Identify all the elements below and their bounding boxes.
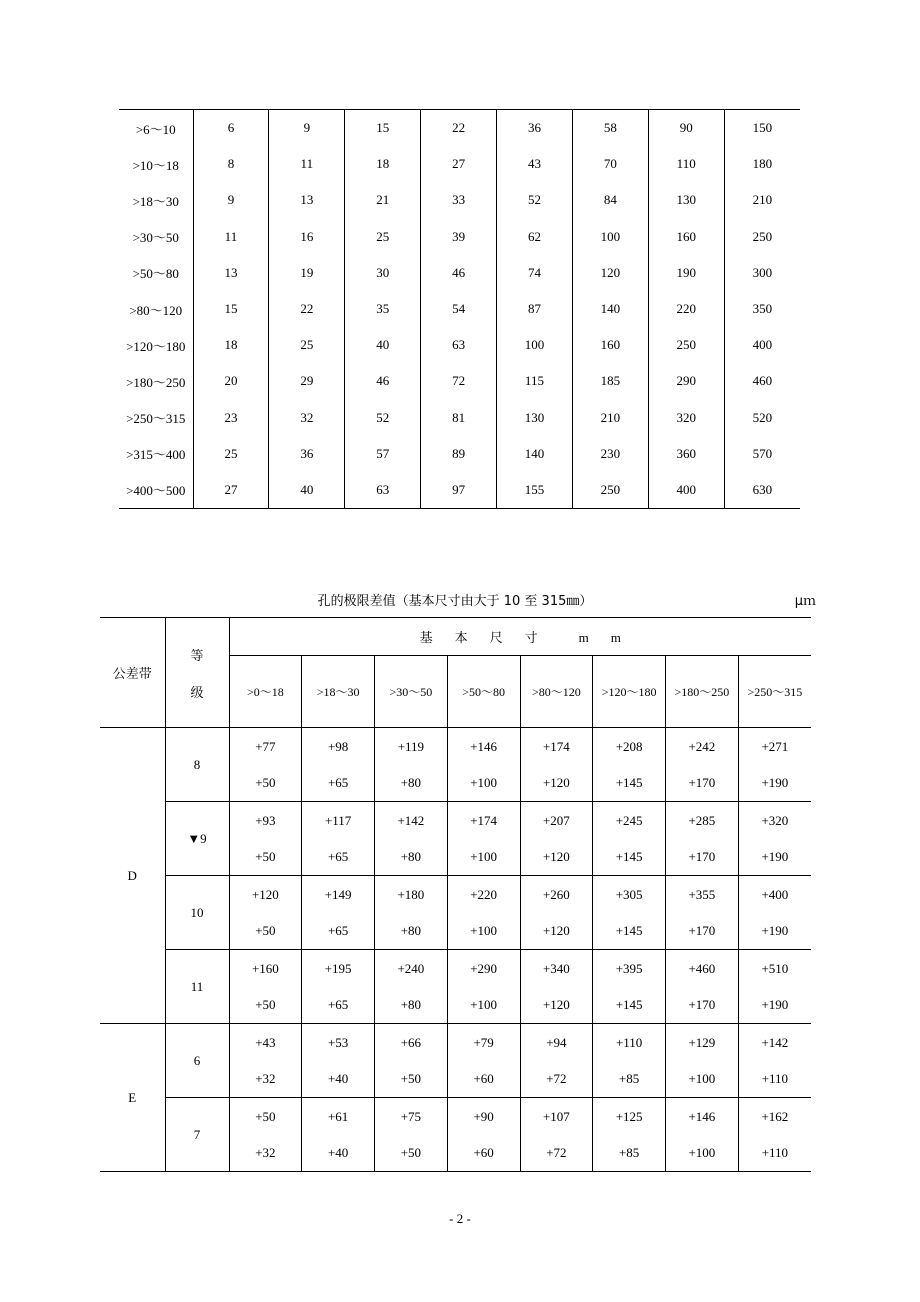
upper-deviation-cell: +120	[229, 876, 302, 914]
lower-deviation-cell: +85	[593, 1061, 666, 1098]
tolerance-value-cell: 460	[724, 363, 800, 399]
tolerance-value-cell: 400	[724, 327, 800, 363]
upper-deviation-cell: +340	[520, 950, 593, 988]
tolerance-value-cell: 520	[724, 400, 800, 436]
upper-deviation-cell: +240	[375, 950, 448, 988]
lower-deviation-cell: +170	[666, 839, 739, 876]
tolerance-value-cell: 57	[345, 436, 421, 472]
tolerance-value-cell: 21	[345, 182, 421, 218]
tolerance-value-cell: 9	[269, 110, 345, 147]
tolerance-value-cell: 89	[421, 436, 497, 472]
size-range-header: >180～250	[666, 656, 739, 728]
upper-deviation-cell: +260	[520, 876, 593, 914]
tolerance-value-cell: 320	[648, 400, 724, 436]
lower-deviation-cell: +65	[302, 765, 375, 802]
tolerance-value-cell: 290	[648, 363, 724, 399]
tolerance-value-cell: 72	[421, 363, 497, 399]
table-row	[119, 400, 800, 436]
upper-deviation-cell: +395	[593, 950, 666, 988]
grade-cell: 6	[165, 1024, 229, 1098]
size-range-cell: >50～80	[132, 266, 179, 282]
tolerance-value-cell: 115	[497, 363, 573, 399]
lower-deviation-cell: +120	[520, 987, 593, 1024]
tolerance-value-cell: 100	[497, 327, 573, 363]
tolerance-value-cell: 22	[421, 110, 497, 147]
tolerance-value-cell: 130	[648, 182, 724, 218]
tolerance-value-cell: 46	[345, 363, 421, 399]
lower-deviation-cell: +110	[738, 1061, 811, 1098]
tolerance-value-cell: 22	[269, 291, 345, 327]
tolerance-value-cell: 20	[193, 363, 269, 399]
lower-deviation-cell: +80	[375, 987, 448, 1024]
tolerance-value-cell: 16	[269, 219, 345, 255]
upper-deviation-cell: +460	[666, 950, 739, 988]
deviation-table-body	[100, 728, 811, 1172]
upper-deviation-cell: +119	[375, 728, 448, 766]
lower-deviation-cell: +65	[302, 987, 375, 1024]
lower-deviation-cell: +50	[229, 839, 302, 876]
tolerance-zone-cell: D	[100, 728, 165, 1024]
lower-deviation-cell: +190	[738, 839, 811, 876]
tolerance-value-cell: 32	[269, 400, 345, 436]
tolerance-value-cell: 46	[421, 255, 497, 291]
grade-header	[165, 618, 229, 728]
lower-deviation-cell: +50	[229, 913, 302, 950]
grade-cell: 7	[165, 1098, 229, 1172]
lower-deviation-cell: +72	[520, 1135, 593, 1172]
tolerance-value-cell: 18	[193, 327, 269, 363]
tolerance-value-cell: 130	[497, 400, 573, 436]
lower-deviation-cell: +60	[447, 1061, 520, 1098]
tolerance-value-cell: 84	[572, 182, 648, 218]
upper-deviation-cell: +355	[666, 876, 739, 914]
size-range-header: >250～315	[738, 656, 811, 728]
upper-deviation-cell: +79	[447, 1024, 520, 1062]
tolerance-value-cell: 220	[648, 291, 724, 327]
upper-deviation-cell: +117	[302, 802, 375, 840]
tolerance-value-cell: 36	[269, 436, 345, 472]
tolerance-value-cell: 35	[345, 291, 421, 327]
upper-deviation-cell: +180	[375, 876, 448, 914]
upper-deviation-cell: +98	[302, 728, 375, 766]
lower-deviation-cell: +145	[593, 765, 666, 802]
lower-deviation-cell: +80	[375, 839, 448, 876]
tolerance-value-cell: 29	[269, 363, 345, 399]
lower-deviation-cell: +100	[447, 987, 520, 1024]
tolerance-value-cell: 70	[572, 146, 648, 182]
tolerance-value-cell: 6	[193, 110, 269, 147]
hole-limit-deviation-table	[100, 617, 811, 1172]
tolerance-value-cell: 25	[193, 436, 269, 472]
tolerance-value-cell: 39	[421, 219, 497, 255]
upper-deviation-cell: +43	[229, 1024, 302, 1062]
lower-deviation-cell: +100	[447, 839, 520, 876]
upper-deviation-row	[100, 1024, 811, 1062]
tolerance-zone-cell: E	[100, 1024, 165, 1172]
size-range-header: >80～120	[520, 656, 593, 728]
size-range-cell: >120～180	[126, 338, 186, 354]
tolerance-zone-header: 公差带	[100, 618, 165, 728]
lower-deviation-cell: +80	[375, 765, 448, 802]
upper-deviation-cell: +320	[738, 802, 811, 840]
upper-deviation-row	[100, 1098, 811, 1136]
upper-deviation-cell: +53	[302, 1024, 375, 1062]
upper-deviation-cell: +90	[447, 1098, 520, 1136]
upper-deviation-cell: +129	[666, 1024, 739, 1062]
lower-deviation-cell: +100	[666, 1135, 739, 1172]
tolerance-value-cell: 11	[269, 146, 345, 182]
tolerance-value-cell: 300	[724, 255, 800, 291]
lower-deviation-cell: +60	[447, 1135, 520, 1172]
tolerance-value-cell: 110	[648, 146, 724, 182]
upper-deviation-row	[100, 876, 811, 914]
upper-deviation-cell: +305	[593, 876, 666, 914]
tolerance-value-cell: 150	[724, 110, 800, 147]
upper-deviation-cell: +510	[738, 950, 811, 988]
tolerance-value-cell: 250	[572, 472, 648, 509]
tolerance-value-cell: 81	[421, 400, 497, 436]
upper-deviation-cell: +208	[593, 728, 666, 766]
lower-deviation-cell: +110	[738, 1135, 811, 1172]
tolerance-value-cell: 250	[724, 219, 800, 255]
upper-deviation-cell: +290	[447, 950, 520, 988]
tolerance-value-cell: 120	[572, 255, 648, 291]
basic-size-header-char: 尺	[489, 630, 503, 645]
tolerance-value-cell: 97	[421, 472, 497, 509]
tolerance-value-cell: 15	[193, 291, 269, 327]
tolerance-value-cell: 25	[345, 219, 421, 255]
tolerance-grade-table	[119, 109, 800, 509]
tolerance-value-cell: 87	[497, 291, 573, 327]
lower-deviation-cell: +120	[520, 839, 593, 876]
tolerance-value-cell: 350	[724, 291, 800, 327]
tolerance-value-cell: 230	[572, 436, 648, 472]
tolerance-value-cell: 30	[345, 255, 421, 291]
lower-deviation-cell: +100	[447, 765, 520, 802]
tolerance-value-cell: 27	[193, 472, 269, 509]
lower-deviation-cell: +145	[593, 987, 666, 1024]
upper-deviation-cell: +50	[229, 1098, 302, 1136]
grade-cell: 11	[165, 950, 229, 1024]
upper-deviation-cell: +174	[520, 728, 593, 766]
lower-deviation-cell: +100	[447, 913, 520, 950]
table-row	[119, 291, 800, 327]
grade-cell: 8	[165, 728, 229, 802]
upper-deviation-cell: +75	[375, 1098, 448, 1136]
tolerance-value-cell: 180	[724, 146, 800, 182]
lower-deviation-cell: +32	[229, 1061, 302, 1098]
tolerance-value-cell: 11	[193, 219, 269, 255]
basic-size-header-char: 基	[419, 630, 433, 645]
basic-size-header-char: 本	[454, 630, 468, 645]
size-range-header: >50～80	[447, 656, 520, 728]
tolerance-value-cell: 15	[345, 110, 421, 147]
table-row	[119, 182, 800, 218]
upper-deviation-cell: +142	[375, 802, 448, 840]
lower-deviation-cell: +65	[302, 913, 375, 950]
header-row-1	[100, 618, 811, 656]
tolerance-value-cell: 8	[193, 146, 269, 182]
upper-deviation-row	[100, 950, 811, 988]
tolerance-value-cell: 74	[497, 255, 573, 291]
lower-deviation-cell: +170	[666, 987, 739, 1024]
upper-deviation-cell: +207	[520, 802, 593, 840]
lower-deviation-cell: +170	[666, 765, 739, 802]
size-range-cell: >18～30	[132, 193, 179, 209]
upper-deviation-cell: +66	[375, 1024, 448, 1062]
tolerance-value-cell: 19	[269, 255, 345, 291]
upper-deviation-cell: +61	[302, 1098, 375, 1136]
upper-deviation-cell: +400	[738, 876, 811, 914]
upper-deviation-cell: +146	[447, 728, 520, 766]
table-header	[100, 618, 811, 728]
tolerance-value-cell: 160	[648, 219, 724, 255]
size-range-cell: >30～50	[132, 230, 179, 246]
tolerance-value-cell: 630	[724, 472, 800, 509]
upper-deviation-cell: +220	[447, 876, 520, 914]
tolerance-value-cell: 63	[345, 472, 421, 509]
lower-deviation-cell: +120	[520, 913, 593, 950]
size-range-cell: >80～120	[129, 302, 183, 318]
upper-deviation-cell: +242	[666, 728, 739, 766]
tolerance-value-cell: 36	[497, 110, 573, 147]
upper-deviation-cell: +110	[593, 1024, 666, 1062]
tolerance-value-cell: 62	[497, 219, 573, 255]
basic-size-header-char: m	[578, 630, 589, 645]
lower-deviation-cell: +50	[375, 1061, 448, 1098]
table-row	[119, 146, 800, 182]
tolerance-value-cell: 210	[724, 182, 800, 218]
upper-deviation-cell: +93	[229, 802, 302, 840]
lower-deviation-cell: +145	[593, 913, 666, 950]
table-title: 孔的极限差值（基本尺寸由大于 10 至 315㎜）	[317, 594, 593, 609]
lower-deviation-cell: +120	[520, 765, 593, 802]
grade-header-top: 等	[190, 647, 204, 663]
tolerance-value-cell: 140	[572, 291, 648, 327]
tolerance-value-cell: 33	[421, 182, 497, 218]
upper-deviation-cell: +94	[520, 1024, 593, 1062]
upper-deviation-cell: +160	[229, 950, 302, 988]
size-range-cell: >6～10	[135, 121, 176, 137]
table-row	[119, 363, 800, 399]
lower-deviation-cell: +85	[593, 1135, 666, 1172]
size-range-cell: >180～250	[126, 374, 186, 390]
tolerance-value-cell: 9	[193, 182, 269, 218]
grade-cell: ▼9	[165, 802, 229, 876]
size-range-header: >18～30	[302, 656, 375, 728]
upper-deviation-cell: +107	[520, 1098, 593, 1136]
upper-deviation-row	[100, 728, 811, 766]
upper-deviation-cell: +77	[229, 728, 302, 766]
upper-deviation-cell: +162	[738, 1098, 811, 1136]
tolerance-value-cell: 160	[572, 327, 648, 363]
upper-deviation-cell: +125	[593, 1098, 666, 1136]
tolerance-value-cell: 13	[193, 255, 269, 291]
table-row	[119, 436, 800, 472]
tolerance-value-cell: 155	[497, 472, 573, 509]
table-row	[119, 219, 800, 255]
upper-deviation-cell: +142	[738, 1024, 811, 1062]
size-range-cell: >250～315	[126, 411, 186, 427]
tolerance-value-cell: 40	[345, 327, 421, 363]
upper-deviation-cell: +271	[738, 728, 811, 766]
lower-deviation-cell: +72	[520, 1061, 593, 1098]
tolerance-value-cell: 54	[421, 291, 497, 327]
tolerance-value-cell: 52	[345, 400, 421, 436]
lower-deviation-cell: +170	[666, 913, 739, 950]
tolerance-value-cell: 18	[345, 146, 421, 182]
size-range-cell: >400～500	[126, 483, 186, 499]
lower-deviation-cell: +145	[593, 839, 666, 876]
tolerance-value-cell: 23	[193, 400, 269, 436]
basic-size-header-char: 寸	[524, 630, 538, 645]
tolerance-value-cell: 13	[269, 182, 345, 218]
table-row	[119, 472, 800, 509]
tolerance-value-cell: 570	[724, 436, 800, 472]
upper-deviation-row	[100, 802, 811, 840]
table-row	[119, 327, 800, 363]
grade-header-bottom: 级	[190, 684, 204, 700]
tolerance-grade-table-body	[119, 110, 800, 509]
size-range-cell: >10～18	[132, 157, 179, 173]
lower-deviation-cell: +190	[738, 765, 811, 802]
tolerance-value-cell: 360	[648, 436, 724, 472]
lower-deviation-cell: +190	[738, 987, 811, 1024]
tolerance-value-cell: 140	[497, 436, 573, 472]
lower-deviation-cell: +40	[302, 1061, 375, 1098]
tolerance-value-cell: 100	[572, 219, 648, 255]
tolerance-value-cell: 58	[572, 110, 648, 147]
unit-label: μｍ	[794, 594, 816, 609]
basic-size-header-char: m	[610, 630, 621, 645]
table-row	[119, 255, 800, 291]
page-number: - 2 -	[449, 1211, 471, 1226]
upper-deviation-cell: +285	[666, 802, 739, 840]
lower-deviation-cell: +50	[229, 765, 302, 802]
upper-deviation-cell: +149	[302, 876, 375, 914]
size-range-header: >0～18	[229, 656, 302, 728]
lower-deviation-cell: +40	[302, 1135, 375, 1172]
upper-deviation-cell: +195	[302, 950, 375, 988]
lower-deviation-cell: +190	[738, 913, 811, 950]
grade-cell: 10	[165, 876, 229, 950]
tolerance-value-cell: 43	[497, 146, 573, 182]
upper-deviation-cell: +245	[593, 802, 666, 840]
tolerance-value-cell: 27	[421, 146, 497, 182]
size-range-cell: >315～400	[126, 447, 186, 463]
upper-deviation-cell: +174	[447, 802, 520, 840]
tolerance-value-cell: 400	[648, 472, 724, 509]
tolerance-value-cell: 185	[572, 363, 648, 399]
lower-deviation-cell: +50	[375, 1135, 448, 1172]
lower-deviation-cell: +100	[666, 1061, 739, 1098]
tolerance-value-cell: 190	[648, 255, 724, 291]
tolerance-value-cell: 52	[497, 182, 573, 218]
tolerance-value-cell: 63	[421, 327, 497, 363]
size-range-header: >30～50	[375, 656, 448, 728]
basic-size-header	[229, 618, 811, 656]
lower-deviation-cell: +32	[229, 1135, 302, 1172]
tolerance-value-cell: 210	[572, 400, 648, 436]
size-range-header: >120～180	[593, 656, 666, 728]
tolerance-value-cell: 90	[648, 110, 724, 147]
lower-deviation-cell: +80	[375, 913, 448, 950]
lower-deviation-cell: +50	[229, 987, 302, 1024]
tolerance-value-cell: 25	[269, 327, 345, 363]
lower-deviation-cell: +65	[302, 839, 375, 876]
upper-deviation-cell: +146	[666, 1098, 739, 1136]
tolerance-value-cell: 40	[269, 472, 345, 509]
table-row	[119, 110, 800, 147]
tolerance-value-cell: 250	[648, 327, 724, 363]
